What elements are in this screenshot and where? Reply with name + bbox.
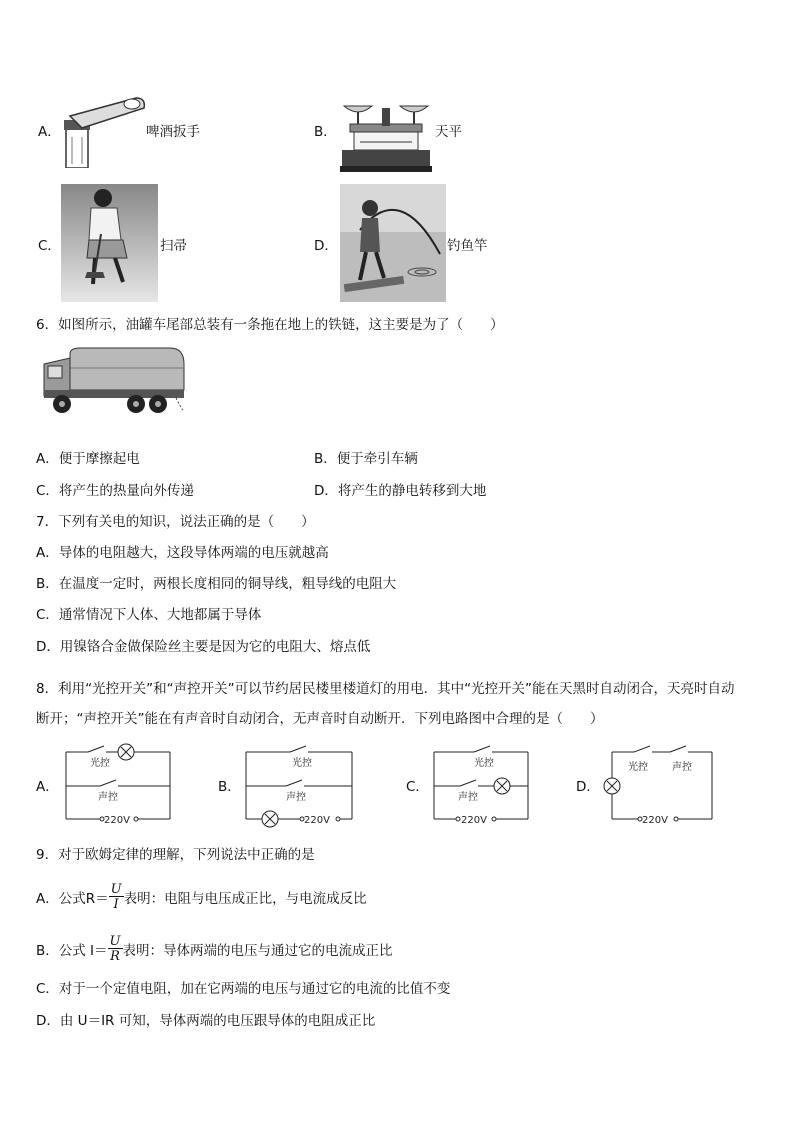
q9-stem: 9．对于欧姆定律的理解，下列说法中正确的是 bbox=[36, 847, 315, 863]
q9-option-d: D．由 U＝IR 可知，导体两端的电压跟导体的电阻成正比 bbox=[36, 1013, 376, 1029]
q9-b-denominator: R bbox=[110, 949, 120, 964]
q8-option-a-label: A． bbox=[36, 779, 59, 795]
q9-option-b-text: 表明：导体两端的电压与通过它的电流成正比 bbox=[122, 943, 393, 959]
q6-option-b: B．便于牵引车辆 bbox=[314, 451, 418, 467]
q8-a-voltage-label: 220V bbox=[104, 815, 130, 826]
q9-option-a-formula bbox=[109, 883, 124, 911]
q8-b-sound-switch-label: 声控 bbox=[286, 792, 306, 803]
q8-stem-line2: 断开；“声控开关”能在有声音时自动闭合，无声音时自动断开．下列电路图中合理的是（ ） bbox=[36, 711, 604, 727]
q9-option-b-formula bbox=[108, 935, 123, 963]
oil-tanker-truck-image bbox=[40, 344, 186, 420]
q5-option-b-text: 天平 bbox=[435, 124, 462, 140]
q7-option-d: D．用镍铬合金做保险丝主要是因为它的电阻大、熔点低 bbox=[36, 639, 371, 655]
q8-d-voltage-label: 220V bbox=[642, 815, 668, 826]
q7-stem: 7．下列有关电的知识，说法正确的是（ ） bbox=[36, 514, 315, 530]
q6-option-a: A．便于摩擦起电 bbox=[36, 451, 140, 467]
circuit-diagram-a bbox=[60, 740, 175, 828]
q8-a-light-switch-label: 光控 bbox=[90, 758, 110, 769]
circuit-diagram-b bbox=[240, 740, 358, 828]
q6-option-c: C．将产生的热量向外传递 bbox=[36, 483, 194, 499]
balance-scale-image bbox=[340, 96, 432, 174]
q9-option-a-prefix: A．公式R＝ bbox=[36, 891, 109, 907]
q6-stem: 6．如图所示，油罐车尾部总装有一条拖在地上的铁链，这主要是为了（ ） bbox=[36, 317, 504, 333]
q8-option-c-label: C． bbox=[406, 779, 429, 795]
q5-option-c-text: 扫帚 bbox=[160, 238, 187, 254]
q9-option-b bbox=[36, 928, 393, 970]
q9-option-b-prefix: B．公式 I＝ bbox=[36, 943, 108, 959]
fishing-rod-image bbox=[340, 184, 446, 302]
q8-b-voltage-label: 220V bbox=[304, 815, 330, 826]
q9-a-denominator: I bbox=[113, 897, 119, 912]
q7-option-c: C．通常情况下人体、大地都属于导体 bbox=[36, 607, 262, 623]
circuit-diagram-c bbox=[428, 740, 534, 828]
q9-option-a bbox=[36, 876, 367, 918]
q6-option-d: D．将产生的静电转移到大地 bbox=[314, 483, 487, 499]
q5-option-b-label: B． bbox=[314, 124, 337, 140]
q8-d-light-switch-label: 光控 bbox=[628, 762, 648, 773]
q8-stem-line1: 8．利用“光控开关”和“声控开关”可以节约居民楼里楼道灯的用电．其中“光控开关”能在天黑时自动闭合，天亮时自动 bbox=[36, 681, 735, 697]
q8-a-sound-switch-label: 声控 bbox=[98, 792, 118, 803]
q8-d-sound-switch-label: 声控 bbox=[672, 762, 692, 773]
q5-option-c-label: C． bbox=[38, 238, 61, 254]
q8-option-b-label: B． bbox=[218, 779, 241, 795]
broom-sweeping-image bbox=[61, 184, 158, 302]
q9-b-numerator: U bbox=[109, 934, 121, 949]
q7-option-a: A．导体的电阻越大，这段导体两端的电压就越高 bbox=[36, 545, 329, 561]
q5-option-a-label: A． bbox=[38, 124, 61, 140]
q5-option-d-label: D． bbox=[314, 238, 338, 254]
q8-c-sound-switch-label: 声控 bbox=[458, 792, 478, 803]
q7-option-b: B．在温度一定时，两根长度相同的铜导线，粗导线的电阻大 bbox=[36, 576, 397, 592]
q8-c-light-switch-label: 光控 bbox=[474, 758, 494, 769]
q5-option-d-text: 钓鱼竿 bbox=[447, 238, 488, 254]
q9-option-c: C．对于一个定值电阻，加在它两端的电压与通过它的电流的比值不变 bbox=[36, 981, 451, 997]
circuit-diagram-d bbox=[598, 740, 718, 828]
q8-option-d-label: D． bbox=[576, 779, 600, 795]
q9-option-a-text: 表明：电阻与电压成正比，与电流成反比 bbox=[123, 891, 367, 907]
q5-option-a-text: 啤酒扳手 bbox=[146, 124, 200, 140]
q8-c-voltage-label: 220V bbox=[461, 815, 487, 826]
q9-a-numerator: U bbox=[110, 882, 122, 897]
q8-b-light-switch-label: 光控 bbox=[292, 758, 312, 769]
beer-opener-image bbox=[58, 92, 148, 168]
